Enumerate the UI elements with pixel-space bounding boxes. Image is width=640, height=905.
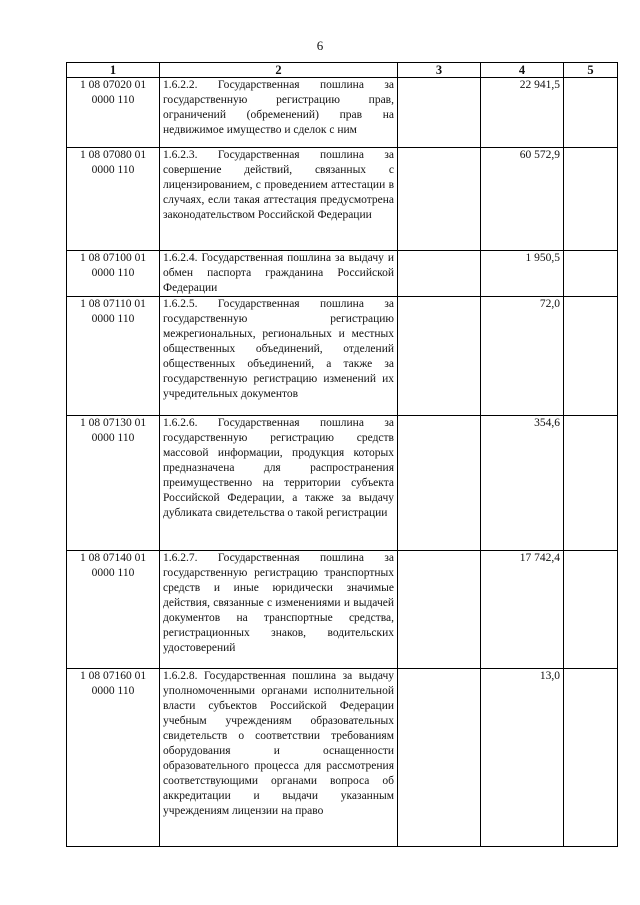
column-3-cell bbox=[398, 251, 481, 297]
description-cell: 1.6.2.2. Государственная пошлина за государственную регистрацию прав, ограничений (обременений) прав на недвижимое имущество и сделок с ним bbox=[160, 78, 398, 148]
column-3-cell bbox=[398, 551, 481, 669]
table-header-row bbox=[67, 63, 618, 78]
description-cell: 1.6.2.6. Государственная пошлина за государственную регистрацию средств массовой информации, продукция которых предназначена для распространения преимущественно на территории субъекта Российской Федерации, а также за выдачу дубликата свидетельства о такой регистрации bbox=[160, 416, 398, 551]
amount-cell: 1 950,5 bbox=[481, 251, 564, 297]
column-3-cell bbox=[398, 669, 481, 847]
budget-table bbox=[66, 62, 618, 847]
page-number: 6 bbox=[316, 38, 324, 53]
column-5-cell bbox=[564, 416, 618, 551]
table-row bbox=[67, 297, 618, 416]
description-cell: 1.6.2.5. Государственная пошлина за государственную регистрацию межрегиональных, региональных и местных общественных объединений, отделений общественных объединений, а также за государственную регистрацию изменений их учредительных документов bbox=[160, 297, 398, 416]
column-5-cell bbox=[564, 78, 618, 148]
amount-cell: 17 742,4 bbox=[481, 551, 564, 669]
column-3-cell bbox=[398, 297, 481, 416]
table-row bbox=[67, 148, 618, 251]
column-5-cell bbox=[564, 297, 618, 416]
budget-code-cell: 1 08 07020 01 0000 110 bbox=[67, 78, 160, 148]
table-row bbox=[67, 78, 618, 148]
budget-code-cell: 1 08 07160 01 0000 110 bbox=[67, 669, 160, 847]
budget-code-cell: 1 08 07080 01 0000 110 bbox=[67, 148, 160, 251]
column-header-5: 5 bbox=[564, 63, 618, 78]
column-3-cell bbox=[398, 78, 481, 148]
amount-cell: 60 572,9 bbox=[481, 148, 564, 251]
description-cell: 1.6.2.8. Государственная пошлина за выдачу уполномоченными органами исполнительной власти субъектов Российской Федерации учебным учреждениям образовательных свидетельств о соответствии требованиям оборудования и оснащенности образовательного процесса для рассмотрения соответствующими органами вопроса об аккредитации и выдачи указанным учреждениям лицензии на право bbox=[160, 669, 398, 847]
amount-cell: 22 941,5 bbox=[481, 78, 564, 148]
budget-code-cell: 1 08 07100 01 0000 110 bbox=[67, 251, 160, 297]
budget-code-cell: 1 08 07140 01 0000 110 bbox=[67, 551, 160, 669]
column-3-cell bbox=[398, 148, 481, 251]
column-header-1: 1 bbox=[67, 63, 160, 78]
table-row bbox=[67, 416, 618, 551]
table-row bbox=[67, 669, 618, 847]
budget-code-cell: 1 08 07130 01 0000 110 bbox=[67, 416, 160, 551]
amount-cell: 13,0 bbox=[481, 669, 564, 847]
column-header-4: 4 bbox=[481, 63, 564, 78]
column-header-3: 3 bbox=[398, 63, 481, 78]
description-cell: 1.6.2.7. Государственная пошлина за государственную регистрацию транспортных средств и иные юридически значимые действия, связанные с изменениями и выдачей документов на транспортные средства, регистрационных знаков, водительских удостоверений bbox=[160, 551, 398, 669]
column-header-2: 2 bbox=[160, 63, 398, 78]
column-5-cell bbox=[564, 551, 618, 669]
table-row bbox=[67, 551, 618, 669]
amount-cell: 354,6 bbox=[481, 416, 564, 551]
column-5-cell bbox=[564, 148, 618, 251]
column-5-cell bbox=[564, 669, 618, 847]
description-cell: 1.6.2.3. Государственная пошлина за совершение действий, связанных с лицензированием, с проведением аттестации в случаях, если такая аттестация предусмотрена законодательством Российской Федерации bbox=[160, 148, 398, 251]
column-5-cell bbox=[564, 251, 618, 297]
column-3-cell bbox=[398, 416, 481, 551]
table-row bbox=[67, 251, 618, 297]
amount-cell: 72,0 bbox=[481, 297, 564, 416]
budget-code-cell: 1 08 07110 01 0000 110 bbox=[67, 297, 160, 416]
description-cell: 1.6.2.4. Государственная пошлина за выдачу и обмен паспорта гражданина Российской Федерации bbox=[160, 251, 398, 297]
